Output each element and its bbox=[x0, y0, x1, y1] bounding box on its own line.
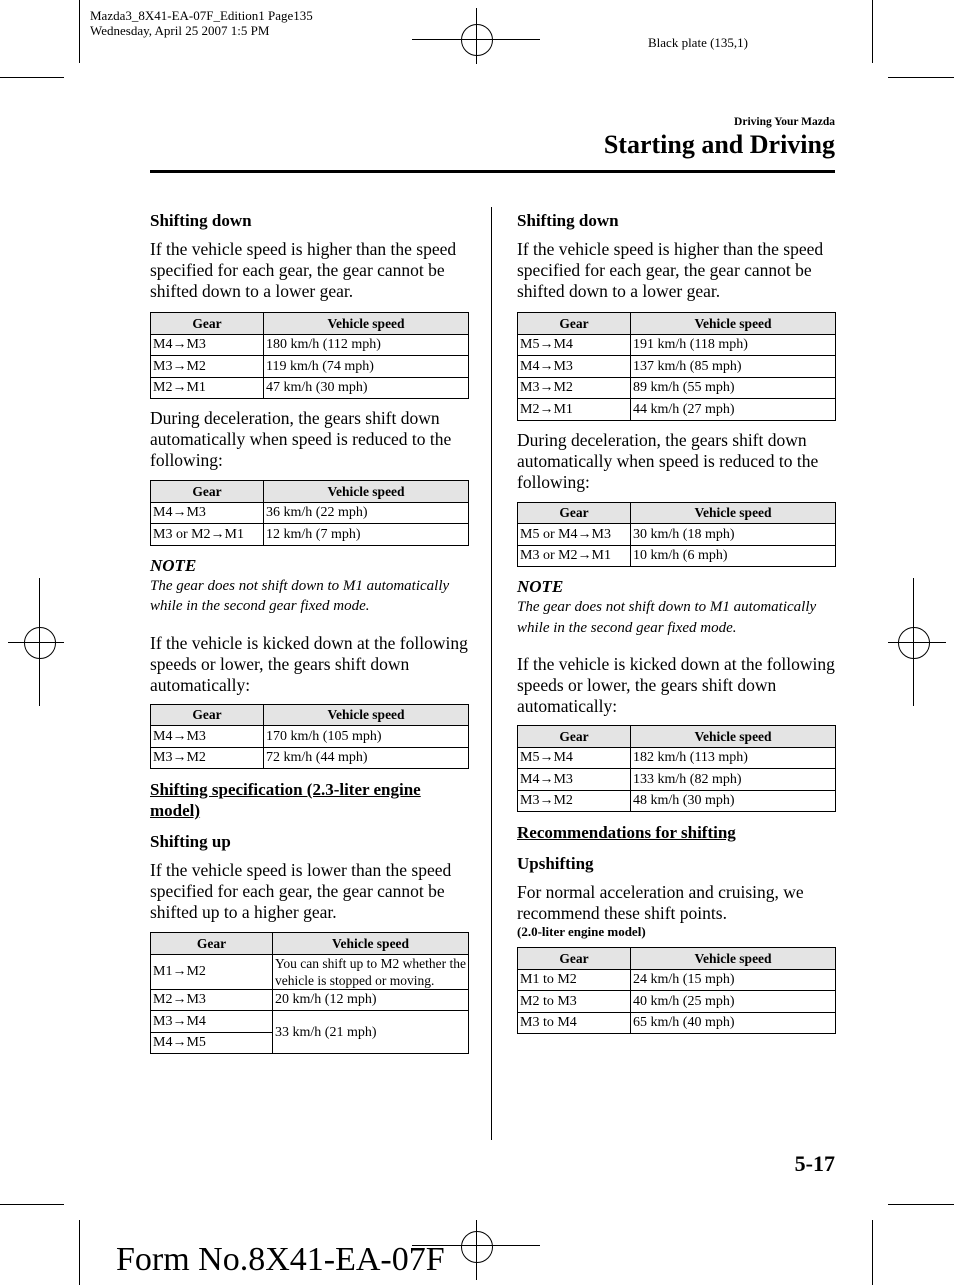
note-heading: NOTE bbox=[517, 577, 564, 596]
col-header-speed: Vehicle speed bbox=[264, 313, 469, 335]
engine-model-caption: (2.0-liter engine model) bbox=[517, 924, 646, 939]
gear-cell: M3 to M4 bbox=[518, 1012, 631, 1034]
table-row bbox=[151, 502, 469, 524]
col-header-gear: Gear bbox=[151, 933, 273, 955]
heading-shifting-down: Shifting down bbox=[517, 211, 619, 230]
print-file-name: Mazda3_8X41-EA-07F_Edition1 Page135 bbox=[90, 8, 313, 23]
deceleration-table bbox=[517, 502, 836, 568]
col-header-speed: Vehicle speed bbox=[631, 948, 836, 970]
gear-cell: M1→M2 bbox=[151, 954, 273, 989]
gear-cell: M3→M2 bbox=[518, 377, 631, 399]
col-header-speed: Vehicle speed bbox=[273, 933, 469, 955]
table-header-row bbox=[151, 704, 469, 726]
table-row bbox=[151, 726, 469, 748]
table-row bbox=[518, 377, 836, 399]
col-header-gear: Gear bbox=[518, 726, 631, 748]
section-title: Starting and Driving bbox=[603, 130, 835, 159]
gear-cell: M3→M4 bbox=[151, 1011, 273, 1033]
paragraph: If the vehicle is kicked down at the following speeds or lower, the gears shift down automatically: bbox=[517, 654, 835, 716]
table-row bbox=[151, 989, 469, 1011]
speed-cell: 72 km/h (44 mph) bbox=[264, 747, 469, 769]
note-heading: NOTE bbox=[150, 555, 197, 575]
gear-cell: M5 or M4→M3 bbox=[518, 524, 631, 546]
speed-cell: 119 km/h (74 mph) bbox=[264, 356, 469, 378]
gear-cell: M4→M3 bbox=[151, 726, 264, 748]
speed-cell: You can shift up to M2 whether the vehicle is stopped or moving. bbox=[273, 954, 469, 989]
gear-cell: M3→M2 bbox=[518, 790, 631, 812]
table-header-row bbox=[518, 502, 836, 524]
speed-cell: 36 km/h (22 mph) bbox=[264, 502, 469, 524]
table-row bbox=[518, 399, 836, 421]
table-row bbox=[518, 747, 836, 769]
heading-shifting-specification: Shifting specification (2.3-liter engine model) bbox=[150, 780, 421, 820]
speed-cell: 170 km/h (105 mph) bbox=[264, 726, 469, 748]
gear-cell: M1 to M2 bbox=[518, 969, 631, 991]
paragraph: If the vehicle speed is higher than the speed specified for each gear, the gear cannot be shifted down to a lower gear. bbox=[150, 239, 457, 301]
table-row bbox=[518, 524, 836, 546]
form-number: Form No.8X41-EA-07F bbox=[116, 1241, 445, 1278]
table-row bbox=[518, 991, 836, 1013]
table-header-row bbox=[518, 726, 836, 748]
col-header-speed: Vehicle speed bbox=[631, 726, 836, 748]
note-text: The gear does not shift down to M1 automatically while in the second gear fixed mode. bbox=[150, 577, 450, 614]
deceleration-table bbox=[150, 480, 469, 546]
gear-cell: M2→M1 bbox=[151, 377, 264, 399]
table-row bbox=[518, 545, 836, 567]
table-row bbox=[151, 334, 469, 356]
speed-cell: 133 km/h (82 mph) bbox=[631, 769, 836, 791]
col-header-gear: Gear bbox=[518, 313, 631, 335]
col-header-speed: Vehicle speed bbox=[264, 704, 469, 726]
speed-cell: 44 km/h (27 mph) bbox=[631, 399, 836, 421]
speed-cell: 10 km/h (6 mph) bbox=[631, 545, 836, 567]
table-row bbox=[518, 334, 836, 356]
speed-cell: 89 km/h (55 mph) bbox=[631, 377, 836, 399]
col-header-gear: Gear bbox=[151, 704, 264, 726]
table-header-row bbox=[151, 481, 469, 503]
gear-cell: M3 or M2→M1 bbox=[151, 524, 264, 546]
speed-cell: 12 km/h (7 mph) bbox=[264, 524, 469, 546]
gear-cell: M3→M2 bbox=[151, 356, 264, 378]
page-number: 5-17 bbox=[794, 1151, 835, 1176]
heading-shifting-down: Shifting down bbox=[150, 211, 252, 230]
gear-cell: M2→M3 bbox=[151, 989, 273, 1011]
shift-up-table bbox=[150, 932, 469, 1054]
shift-down-table bbox=[517, 312, 836, 421]
table-row bbox=[151, 524, 469, 546]
table-row bbox=[151, 377, 469, 399]
gear-cell: M2 to M3 bbox=[518, 991, 631, 1013]
print-date: Wednesday, April 25 2007 1:5 PM bbox=[90, 23, 270, 38]
upshift-table bbox=[517, 947, 836, 1034]
paragraph: If the vehicle speed is higher than the speed specified for each gear, the gear cannot be shifted down to a lower gear. bbox=[517, 239, 824, 301]
gear-cell: M4→M3 bbox=[518, 356, 631, 378]
table-header-row bbox=[151, 933, 469, 955]
paragraph: If the vehicle is kicked down at the following speeds or lower, the gears shift down automatically: bbox=[150, 632, 468, 695]
gear-cell: M4→M3 bbox=[151, 502, 264, 524]
note-text: The gear does not shift down to M1 automatically while in the second gear fixed mode. bbox=[517, 599, 817, 636]
col-header-speed: Vehicle speed bbox=[631, 502, 836, 524]
gear-cell: M2→M1 bbox=[518, 399, 631, 421]
table-row bbox=[518, 769, 836, 791]
print-file-info bbox=[90, 8, 313, 38]
kickdown-table bbox=[517, 725, 836, 812]
left-column bbox=[150, 211, 470, 1054]
speed-cell: 20 km/h (12 mph) bbox=[273, 989, 469, 1011]
table-row bbox=[151, 356, 469, 378]
speed-cell: 180 km/h (112 mph) bbox=[264, 334, 469, 356]
speed-cell: 182 km/h (113 mph) bbox=[631, 747, 836, 769]
table-header-row bbox=[518, 948, 836, 970]
speed-cell-merged: 33 km/h (21 mph) bbox=[273, 1011, 469, 1054]
table-row bbox=[518, 969, 836, 991]
black-plate-label: Black plate (135,1) bbox=[648, 35, 748, 50]
table-row bbox=[518, 356, 836, 378]
paragraph: If the vehicle speed is lower than the speed specified for each gear, the gear cannot be shifted up to a higher gear. bbox=[150, 860, 452, 922]
table-header-row bbox=[518, 313, 836, 335]
col-header-gear: Gear bbox=[518, 502, 631, 524]
table-row bbox=[518, 790, 836, 812]
gear-cell: M4→M3 bbox=[518, 769, 631, 791]
paragraph: During deceleration, the gears shift down automatically when speed is reduced to the following: bbox=[150, 408, 452, 470]
heading-upshifting: Upshifting bbox=[517, 854, 594, 873]
gear-cell: M3→M2 bbox=[151, 747, 264, 769]
table-header-row bbox=[151, 313, 469, 335]
paragraph: During deceleration, the gears shift down automatically when speed is reduced to the following: bbox=[517, 429, 819, 492]
gear-cell: M5→M4 bbox=[518, 334, 631, 356]
col-header-gear: Gear bbox=[518, 948, 631, 970]
paragraph: For normal acceleration and cruising, we recommend these shift points. bbox=[517, 882, 804, 923]
col-header-gear: Gear bbox=[151, 313, 264, 335]
speed-cell: 191 km/h (118 mph) bbox=[631, 334, 836, 356]
speed-cell: 65 km/h (40 mph) bbox=[631, 1012, 836, 1034]
speed-cell: 48 km/h (30 mph) bbox=[631, 790, 836, 812]
table-row bbox=[151, 1011, 469, 1033]
col-header-speed: Vehicle speed bbox=[631, 313, 836, 335]
col-header-speed: Vehicle speed bbox=[264, 481, 469, 503]
shift-down-table bbox=[150, 312, 469, 399]
heading-recommendations: Recommendations for shifting bbox=[517, 823, 736, 842]
speed-cell: 40 km/h (25 mph) bbox=[631, 991, 836, 1013]
section-subtitle: Driving Your Mazda bbox=[734, 116, 835, 128]
gear-cell: M3 or M2→M1 bbox=[518, 545, 631, 567]
heading-shifting-up: Shifting up bbox=[150, 832, 231, 851]
speed-cell: 30 km/h (18 mph) bbox=[631, 524, 836, 546]
speed-cell: 24 km/h (15 mph) bbox=[631, 969, 836, 991]
table-row bbox=[151, 954, 469, 989]
table-row bbox=[518, 1012, 836, 1034]
speed-cell: 47 km/h (30 mph) bbox=[264, 377, 469, 399]
speed-cell: 137 km/h (85 mph) bbox=[631, 356, 836, 378]
column-divider bbox=[491, 207, 492, 1140]
gear-cell: M5→M4 bbox=[518, 747, 631, 769]
table-row bbox=[151, 747, 469, 769]
col-header-gear: Gear bbox=[151, 481, 264, 503]
kickdown-table bbox=[150, 704, 469, 770]
right-column bbox=[517, 211, 837, 1034]
gear-cell: M4→M5 bbox=[151, 1032, 273, 1054]
gear-cell: M4→M3 bbox=[151, 334, 264, 356]
header-rule bbox=[150, 170, 835, 173]
